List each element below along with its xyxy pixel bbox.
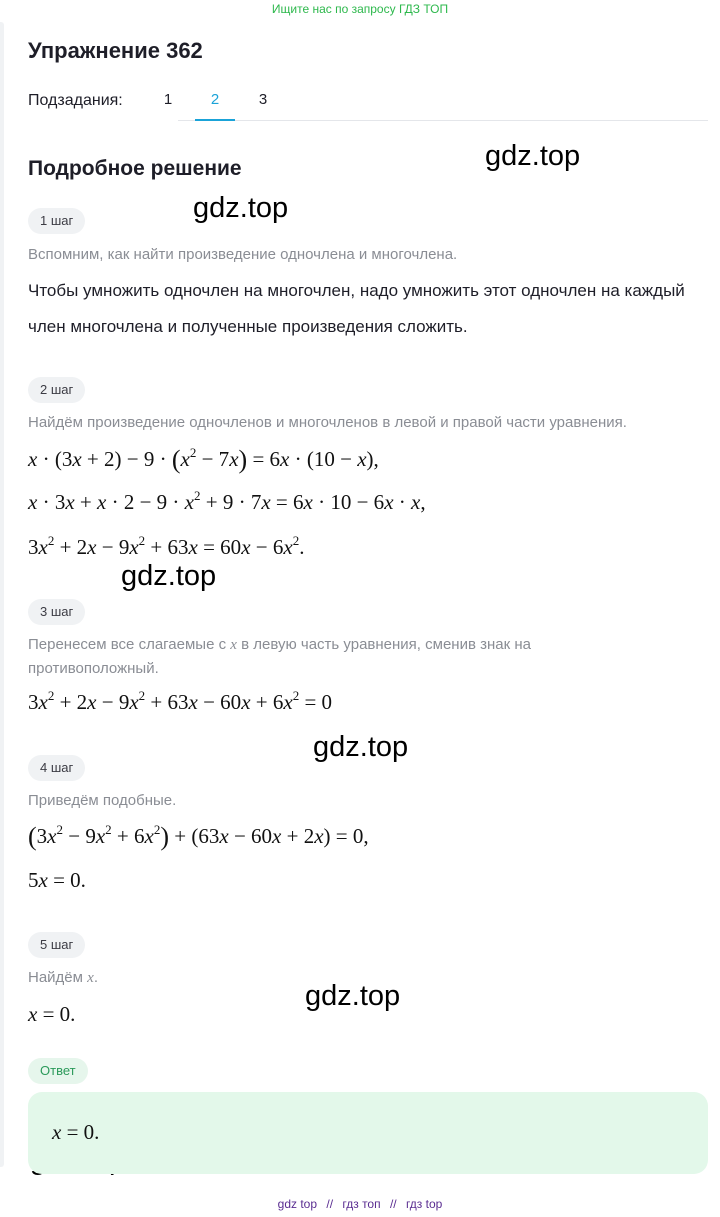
answer-equation: x = 0.	[52, 1120, 100, 1144]
equation: 5x = 0.	[28, 868, 86, 892]
subtasks-nav	[28, 88, 708, 122]
step-hint: Найдём произведение одночленов и многочленов в левой и правой части уравнения.	[28, 414, 627, 431]
page-title: Упражнение 362	[28, 38, 203, 63]
equation: x = 0.	[28, 1002, 76, 1026]
watermark: gdz.top	[305, 980, 401, 1012]
step-hint: Вспомним, как найти произведение одночлена и многочлена.	[28, 246, 458, 263]
step-badge: 3 шаг	[28, 599, 85, 625]
footer-link[interactable]: gdz top	[277, 1197, 318, 1211]
equation: $3x^2 + 2x - 9x^2 + 63x = 60x - 6x^2$.	[28, 533, 305, 559]
watermark: gdz.top	[193, 192, 289, 224]
answer-box	[28, 1092, 708, 1174]
subtask-tab-2[interactable]: 2	[195, 88, 235, 121]
footer-link[interactable]: гдз top	[405, 1197, 443, 1211]
step-badge: 1 шаг	[28, 208, 85, 234]
footer-separator: //	[326, 1197, 334, 1211]
step-hint: Перенесем все слагаемые с x в левую часть уравнения, сменив знак на противоположный.	[28, 636, 531, 677]
step-hint: Найдём x.	[28, 969, 98, 986]
left-edge-bar	[0, 22, 4, 1167]
step-badge: 4 шаг	[28, 755, 85, 781]
watermark: gdz.top	[313, 731, 409, 763]
step-badge: 5 шаг	[28, 932, 85, 958]
step-badge: 2 шаг	[28, 377, 85, 403]
subtask-tab-3[interactable]: 3	[258, 91, 268, 108]
equation: $x \cdot 3x + x \cdot 2 - 9 \cdot x^2 + 9 \cdot 7x = 6x \cdot 10 - 6x \cdot x$,	[28, 488, 426, 514]
equation: $(3x^2 - 9x^2 + 6x^2) + (63x - 60x + 2x) = 0$,	[28, 822, 369, 851]
footer-links	[0, 1197, 720, 1211]
step-text: Чтобы умножить одночлен на многочлен, надо умножить этот одночлен на каждый член многочлена и полученные произведения сложить.	[28, 281, 685, 336]
step-hint: Приведём подобные.	[28, 792, 177, 809]
answer-badge: Ответ	[28, 1058, 88, 1084]
watermark: gdz.top	[485, 140, 581, 172]
equation: $3x^2 + 2x - 9x^2 + 63x - 60x + 6x^2 = 0$	[28, 688, 333, 714]
search-banner[interactable]: Ищите нас по запросу ГДЗ ТОП	[271, 2, 449, 16]
watermark: gdz.top	[121, 560, 217, 592]
solution-heading: Подробное решение	[28, 157, 242, 180]
subtask-tab-1[interactable]: 1	[163, 91, 173, 108]
equation: $x \cdot (3x + 2) - 9 \cdot (x^2 - 7x) = 6x \cdot (10 - x)$,	[28, 445, 379, 474]
subtasks-label: Подзадания:	[28, 92, 123, 109]
footer-link[interactable]: гдз топ	[342, 1197, 381, 1211]
footer-separator: //	[389, 1197, 397, 1211]
